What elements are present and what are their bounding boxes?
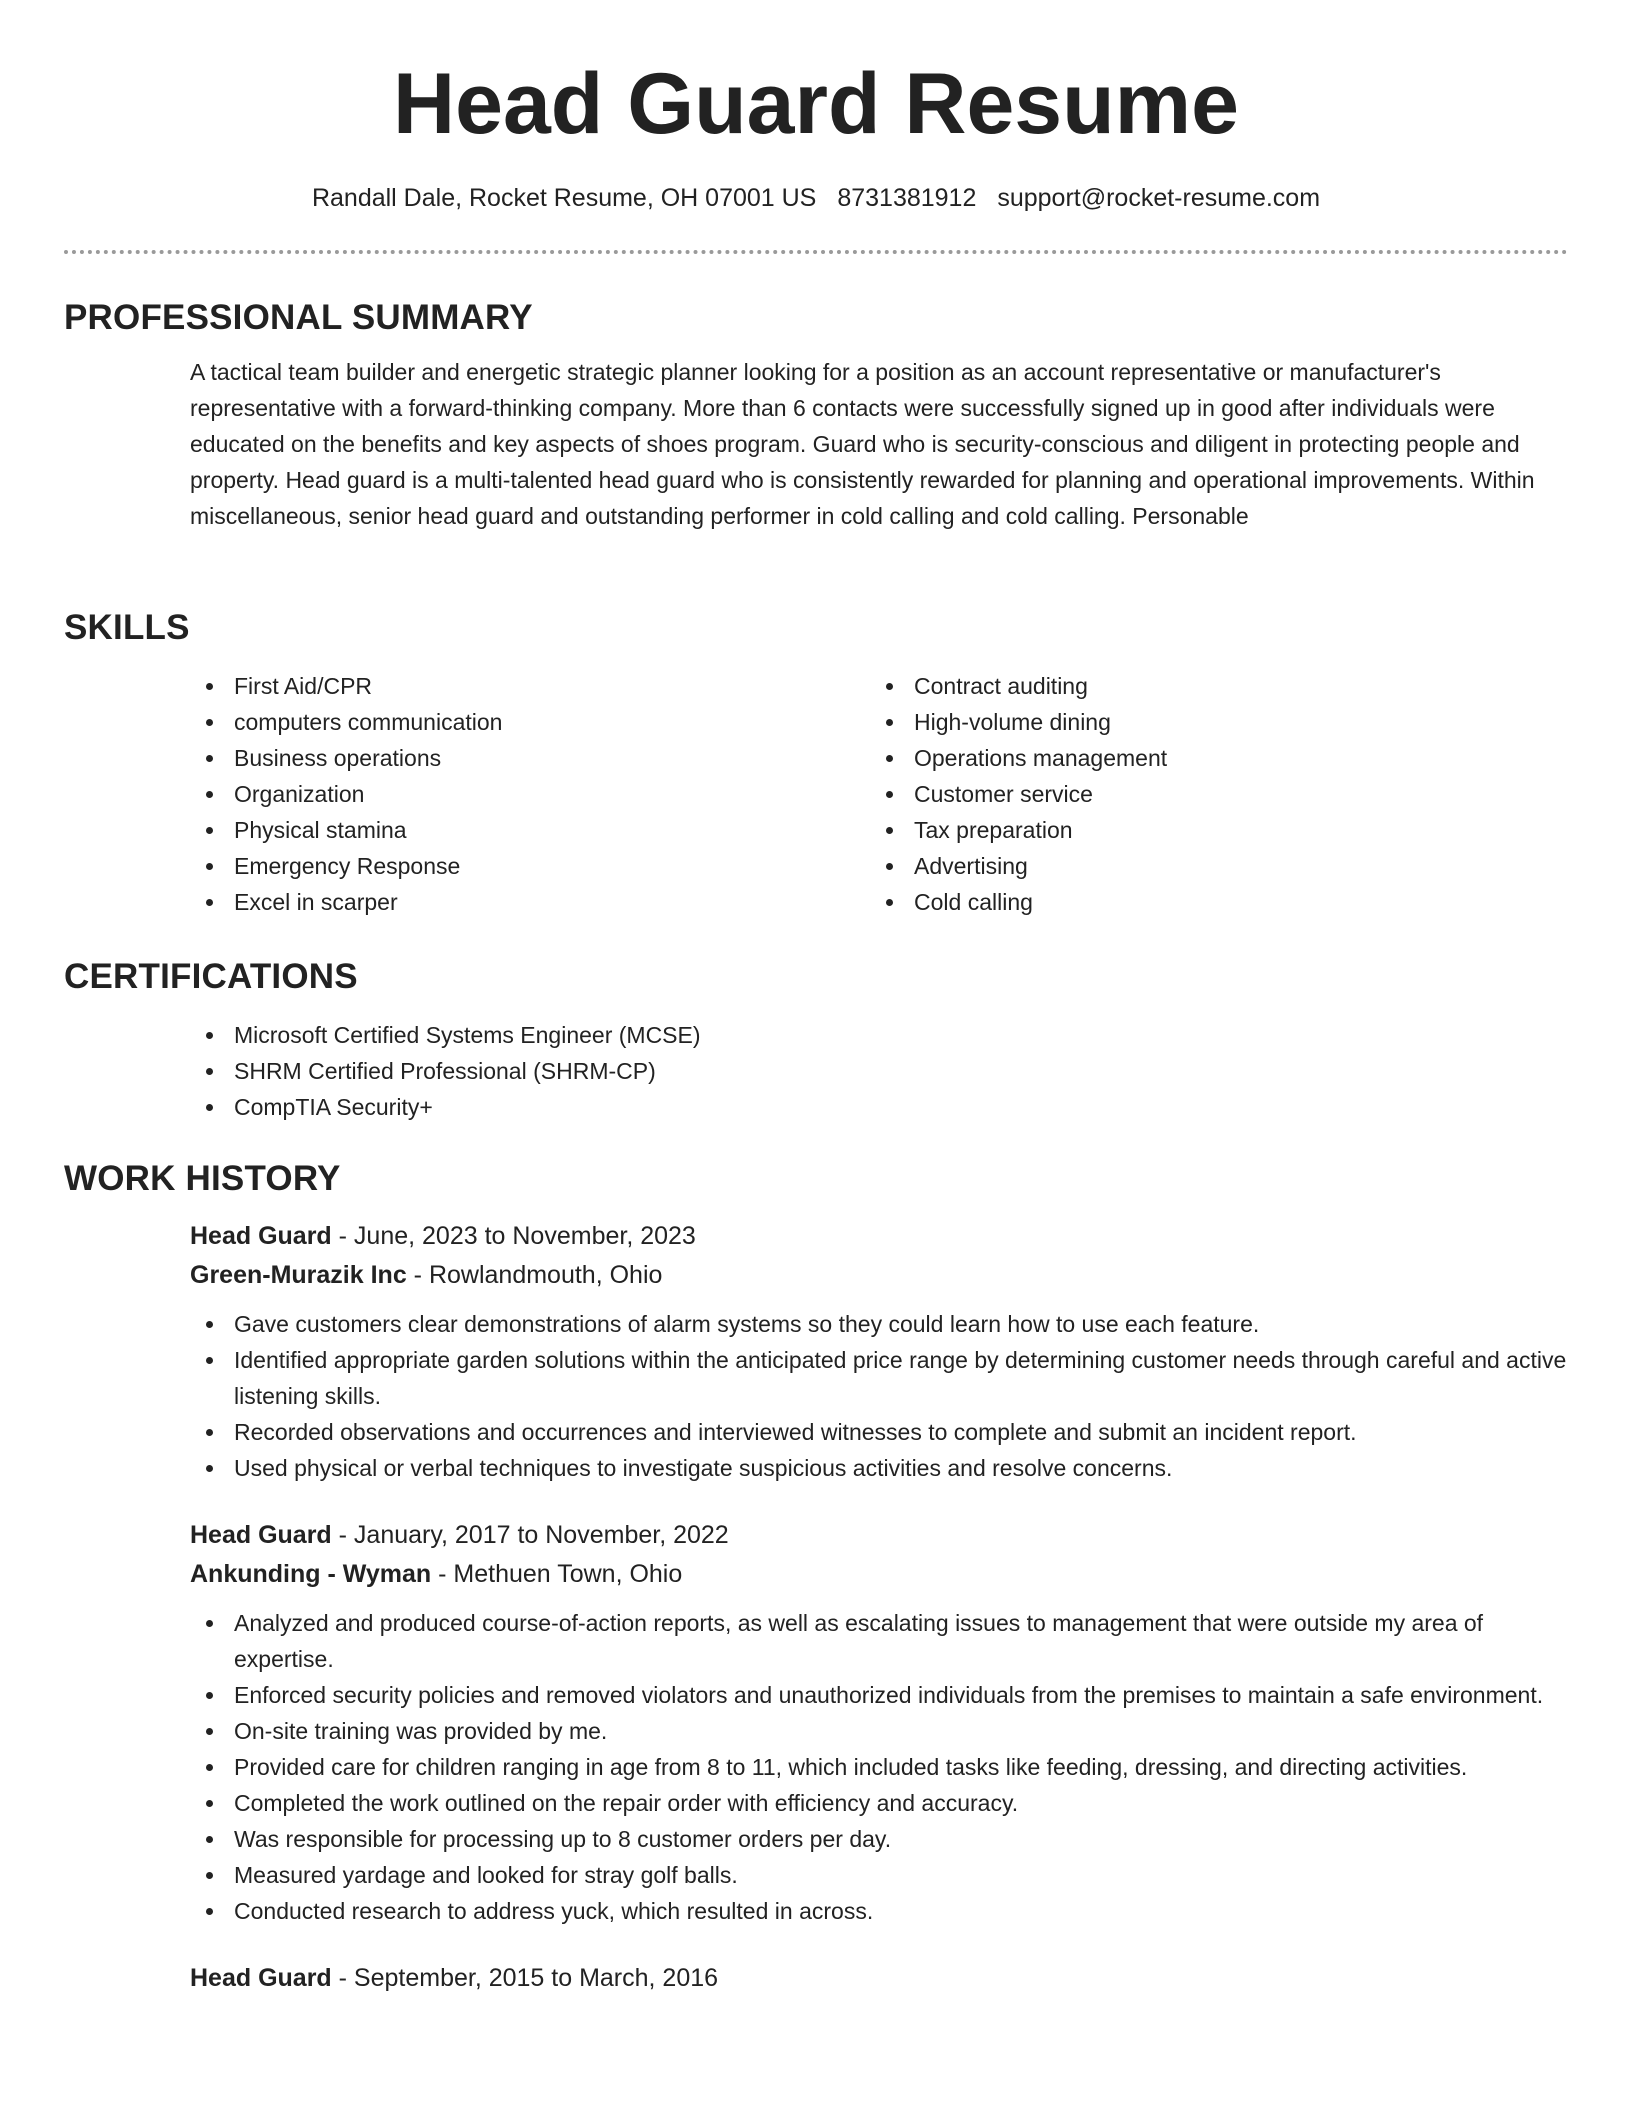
skills-list-left (190, 668, 870, 920)
skills-heading: SKILLS (64, 608, 190, 647)
job-location: - Rowlandmouth, Ohio (406, 1261, 663, 1289)
skill-item: Contract auditing (870, 668, 1550, 704)
job-title: Head Guard (190, 1222, 332, 1250)
summary-section (64, 296, 1568, 534)
summary-text: A tactical team builder and energetic strategic planner looking for a position as an account representative or manufacturer's representative with a forward-thinking company. More than 6 contacts were successfully signed up in good after individuals were educated on the benefits and key aspects of shoes program. Guard who is security-conscious and diligent in protecting people and property. Head guard is a multi-talented head guard who is consistently rewarded for planning and operational improvements. Within miscellaneous, senior head guard and outstanding performer in cold calling and cold calling. Personable (190, 359, 1535, 529)
skills-grid (190, 668, 1568, 920)
job-entry (190, 1959, 1568, 1998)
job-bullet: Analyzed and produced course-of-action reports, as well as escalating issues to management that were outside my area of expertise. (190, 1605, 1568, 1677)
contact-email: support@rocket-resume.com (997, 184, 1321, 212)
job-bullet: Conducted research to address yuck, which resulted in across. (190, 1893, 1568, 1929)
job-bullet: Provided care for children ranging in age from 8 to 11, which included tasks like feeding, dressing, and directing activities. (190, 1749, 1568, 1785)
skill-item: Operations management (870, 740, 1550, 776)
skills-list-right (870, 668, 1550, 920)
header-divider (64, 250, 1568, 254)
job-bullet-list (190, 1306, 1568, 1486)
skill-item: Excel in scarper (190, 884, 870, 920)
certifications-heading: CERTIFICATIONS (64, 957, 358, 996)
skill-item: First Aid/CPR (190, 668, 870, 704)
job-title-line (190, 1217, 1568, 1256)
contact-line (0, 180, 1632, 216)
job-title-line (190, 1516, 1568, 1555)
skill-item: Customer service (870, 776, 1550, 812)
job-bullet: Recorded observations and occurrences and interviewed witnesses to complete and submit an incident report. (190, 1414, 1568, 1450)
skill-item: Advertising (870, 848, 1550, 884)
job-location: - Methuen Town, Ohio (431, 1560, 683, 1588)
certifications-list (190, 1017, 1568, 1125)
certification-item: CompTIA Security+ (190, 1089, 1568, 1125)
summary-heading: PROFESSIONAL SUMMARY (64, 298, 533, 337)
job-bullet: Measured yardage and looked for stray golf balls. (190, 1857, 1568, 1893)
work-history-section (64, 1157, 1568, 1998)
contact-phone: 8731381912 (837, 184, 977, 212)
job-title: Head Guard (190, 1521, 332, 1549)
job-bullet: Was responsible for processing up to 8 customer orders per day. (190, 1821, 1568, 1857)
page-title: Head Guard Resume (393, 56, 1239, 152)
skill-item: computers communication (190, 704, 870, 740)
skill-item: Cold calling (870, 884, 1550, 920)
job-company: Ankunding - Wyman (190, 1560, 432, 1588)
job-company: Green-Murazik Inc (190, 1261, 407, 1289)
skill-item: Emergency Response (190, 848, 870, 884)
skill-item: Organization (190, 776, 870, 812)
job-bullet: Identified appropriate garden solutions within the anticipated price range by determining customer needs through careful and active listening skills. (190, 1342, 1568, 1414)
job-entry (190, 1516, 1568, 1929)
skill-item: High-volume dining (870, 704, 1550, 740)
job-bullet: Used physical or verbal techniques to investigate suspicious activities and resolve concerns. (190, 1450, 1568, 1486)
skill-item: Business operations (190, 740, 870, 776)
skills-section (64, 606, 1568, 920)
job-bullet: Completed the work outlined on the repair order with efficiency and accuracy. (190, 1785, 1568, 1821)
contact-address: Randall Dale, Rocket Resume, OH 07001 US (311, 184, 817, 212)
job-dates: - June, 2023 to November, 2023 (331, 1222, 696, 1250)
certification-item: SHRM Certified Professional (SHRM-CP) (190, 1053, 1568, 1089)
work-history-heading: WORK HISTORY (64, 1159, 341, 1198)
job-bullet-list (190, 1605, 1568, 1929)
job-bullet: Enforced security policies and removed violators and unauthorized individuals from the premises to maintain a safe environment. (190, 1677, 1568, 1713)
job-entry (190, 1217, 1568, 1486)
job-dates: - January, 2017 to November, 2022 (331, 1521, 729, 1549)
certification-item: Microsoft Certified Systems Engineer (MCSE) (190, 1017, 1568, 1053)
job-bullet: Gave customers clear demonstrations of alarm systems so they could learn how to use each feature. (190, 1306, 1568, 1342)
skill-item: Tax preparation (870, 812, 1550, 848)
skill-item: Physical stamina (190, 812, 870, 848)
job-dates: - September, 2015 to March, 2016 (331, 1964, 719, 1992)
job-company-line (190, 1555, 1568, 1594)
certifications-section (64, 955, 1568, 1125)
job-title: Head Guard (190, 1964, 332, 1992)
job-company-line (190, 1256, 1568, 1295)
job-title-line (190, 1959, 1568, 1998)
job-bullet: On-site training was provided by me. (190, 1713, 1568, 1749)
